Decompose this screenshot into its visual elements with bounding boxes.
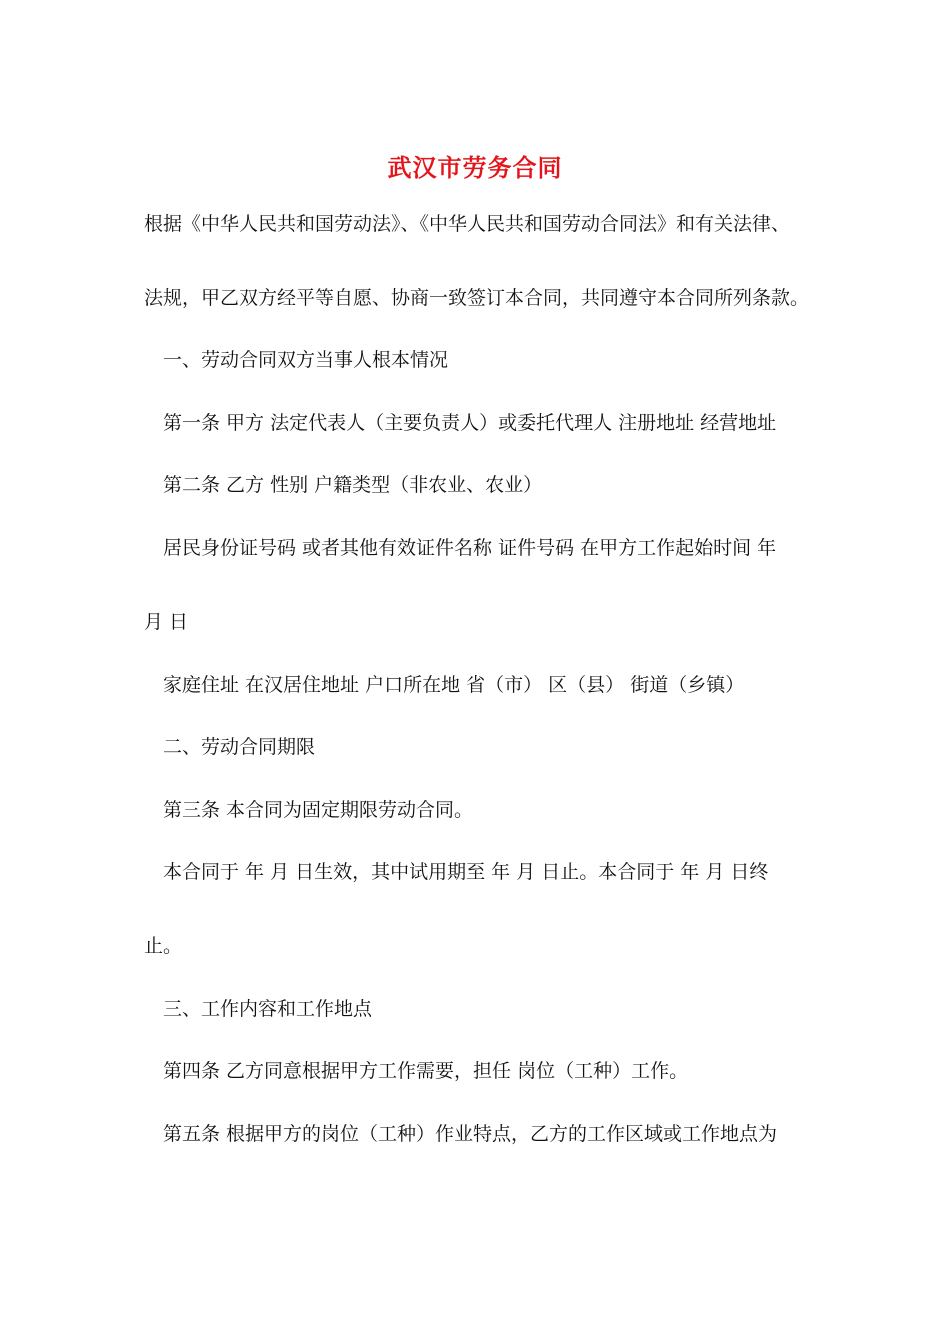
article-3-term-end: 止。 [144,935,183,957]
section-heading-2: 二、劳动合同期限 [163,736,316,758]
article-3: 第三条 本合同为固定期限劳动合同。 [163,799,474,821]
section-heading-3: 三、工作内容和工作地点 [163,998,373,1020]
article-4: 第四条 乙方同意根据甲方工作需要，担任 岗位（工种）工作。 [163,1060,689,1082]
article-2-address-line: 家庭住址 在汉居住地址 户口所在地 省（市） 区（县） 街道（乡镇） [163,674,745,696]
article-2-date-line: 月 日 [144,611,189,633]
article-1: 第一条 甲方 法定代表人（主要负责人）或委托代理人 注册地址 经营地址 [163,412,777,434]
article-2: 第二条 乙方 性别 户籍类型（非农业、农业） [163,474,543,496]
section-heading-1: 一、劳动合同双方当事人根本情况 [163,349,449,371]
article-3-term-line: 本合同于 年 月 日生效，其中试用期至 年 月 日止。本合同于 年 月 日终 [163,861,769,883]
preamble-line-2: 法规，甲乙双方经平等自愿、协商一致签订本合同，共同遵守本合同所列条款。 [144,287,810,309]
article-5: 第五条 根据甲方的岗位（工种）作业特点，乙方的工作区域或工作地点为 [163,1123,778,1145]
document-title: 武汉市劳务合同 [387,153,563,182]
preamble-line-1: 根据《中华人民共和国劳动法》、《中华人民共和国劳动合同法》和有关法律、 [144,213,791,235]
article-2-id-line: 居民身份证号码 或者其他有效证件名称 证件号码 在甲方工作起始时间 年 [163,537,777,559]
